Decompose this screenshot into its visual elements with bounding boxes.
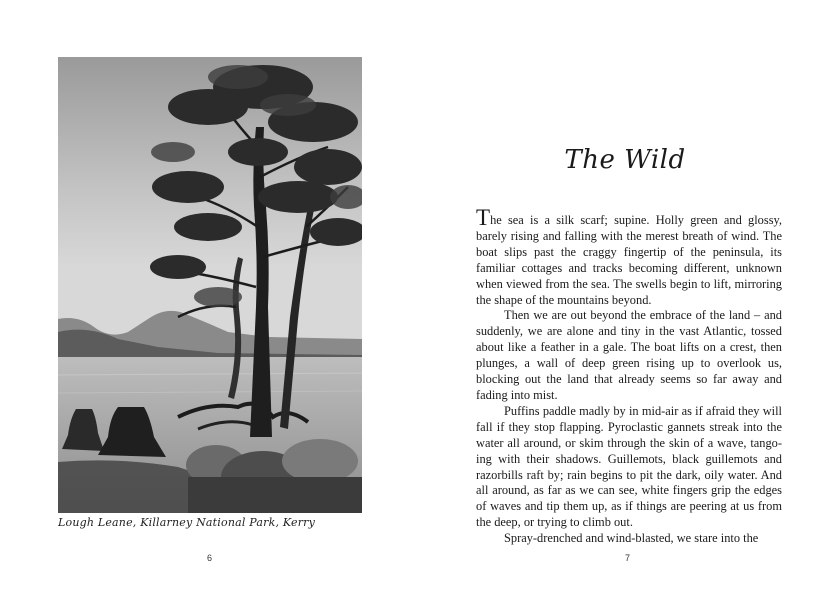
lake-tree-photo bbox=[58, 57, 362, 513]
paragraph-4: Spray-drenched and wind-blasted, we stare into the bbox=[504, 531, 759, 546]
paragraph-3: Puffins paddle madly by in mid-air as if afraid they will fall if they stop flapping. Pyroclastic gannets streak into the water all around, or skim through the skin of a wave, tango-ing with their shadows. Guillemots, black guillemots and razorbills raft by; rain begins to pit the dark, oily water. And all around, as far as we can see, white fingers grip the edges of waves and tip them up, as if things are peering at us from the deep, or trying to climb out. bbox=[476, 403, 782, 530]
page-number-right: 7 bbox=[625, 553, 631, 563]
drop-cap: T bbox=[476, 205, 491, 230]
paragraph-2: Then we are out beyond the embrace of the land – and suddenly, we are alone and tiny in the vast Atlantic, tossed about like a feather in a gale. The boat lifts on a crest, then plunges, a wall of deep green rising up to overlook us, blocking out the land that already seems so far away and fading into mist. bbox=[476, 308, 782, 402]
paragraph-1 bbox=[476, 205, 782, 308]
chapter-body bbox=[476, 205, 782, 547]
page-number-left: 6 bbox=[207, 553, 213, 563]
paragraph-text: he sea is a silk scarf; supine. Holly green and glossy, barely rising and falling with the merest breath of wind. The boat slips past the craggy fingertip of the peninsula, its familiar cottages and tracks becoming different, unknown when viewed from the sea. The swells begin to lift, mirroring the shape of the mountains beyond. bbox=[476, 213, 782, 307]
chapter-title: The Wild bbox=[564, 145, 686, 175]
photo-caption: Lough Leane, Killarney National Park, Kerry bbox=[58, 516, 316, 529]
